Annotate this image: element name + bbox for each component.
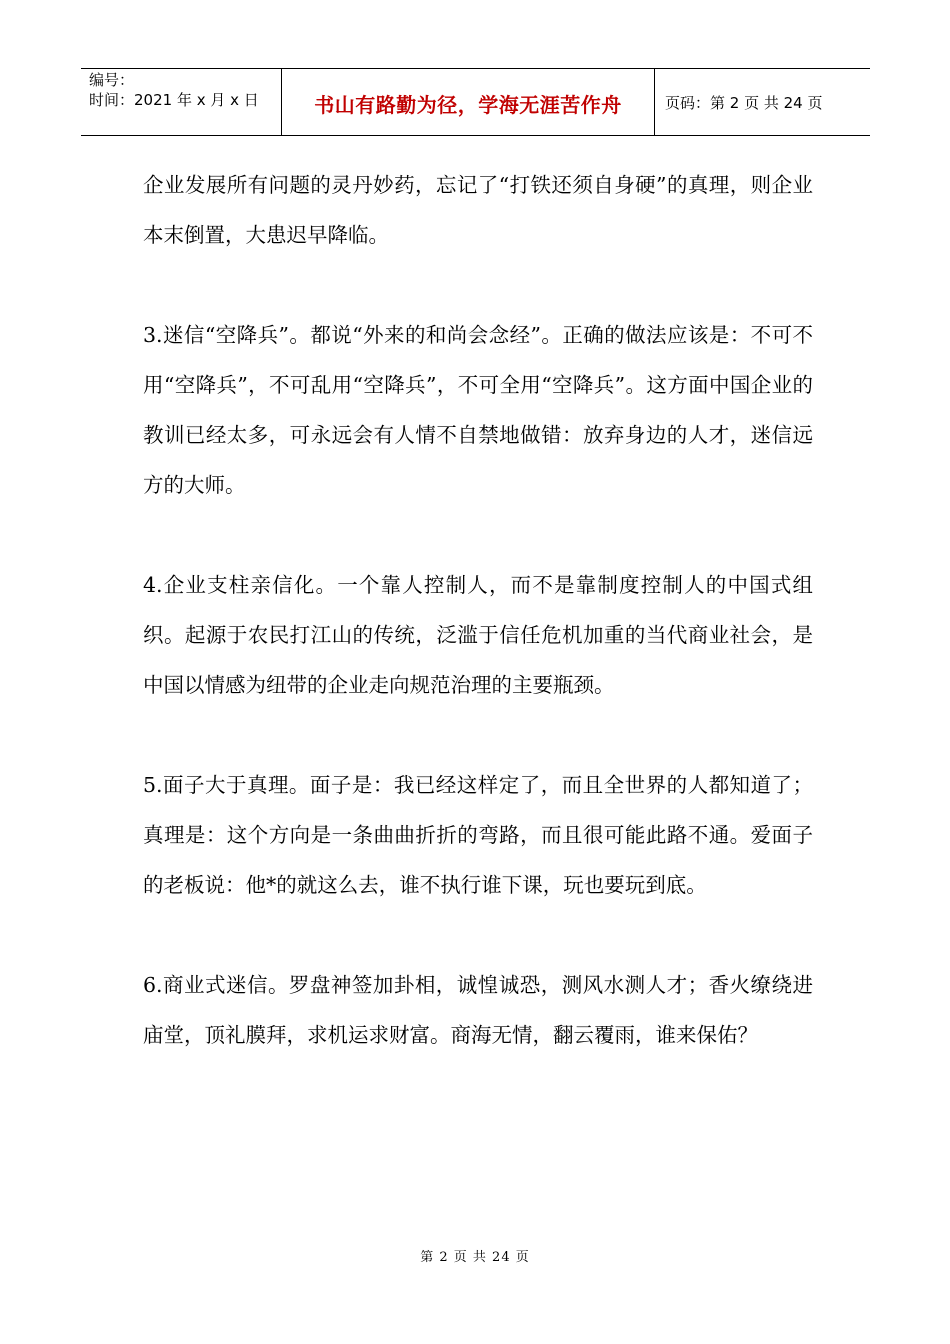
- paragraph: 4.企业支柱亲信化。一个靠人控制人，而不是靠制度控制人的中国式组织。起源于农民打江山的传统，泛滥于信任危机加重的当代商业社会，是中国以情感为纽带的企业走向规范治理的主要瓶颈。: [143, 573, 813, 697]
- header-motto: 书山有路勤为径，学海无涯苦作舟: [314, 92, 622, 117]
- document-header: [81, 68, 870, 136]
- document-body: [143, 160, 813, 1110]
- doc-number-label: 编号：: [89, 71, 135, 89]
- date-label: 时间：2021 年 x 月 x 日: [89, 91, 259, 109]
- header-motto-cell: [282, 69, 655, 135]
- header-page-cell: [655, 69, 870, 135]
- paragraph: 6.商业式迷信。罗盘神签加卦相，诚惶诚恐，测风水测人才；香火缭绕进庙堂，顶礼膜拜，求机运求财富。商海无情，翻云覆雨，谁来保佑？: [143, 973, 813, 1047]
- header-meta-cell: [81, 69, 282, 135]
- header-page-code: 页码：第 2 页 共 24 页: [665, 93, 823, 112]
- paragraph: 企业发展所有问题的灵丹妙药，忘记了“打铁还须自身硬”的真理，则企业本末倒置，大患迟早降临。: [143, 173, 813, 247]
- paragraph: 5.面子大于真理。面子是：我已经这样定了，而且全世界的人都知道了；真理是：这个方向是一条曲曲折折的弯路，而且很可能此路不通。爱面子的老板说：他*的就这么去，谁不执行谁下课，玩也要玩到底。: [143, 773, 813, 897]
- page-footer: 第 2 页 共 24 页: [420, 1250, 530, 1265]
- paragraph: 3.迷信“空降兵”。都说“外来的和尚会念经”。正确的做法应该是：不可不用“空降兵”，不可乱用“空降兵”，不可全用“空降兵”。这方面中国企业的教训已经太多，可永远会有人情不自禁地做错：放弃身边的人才，迷信远方的大师。: [143, 323, 813, 497]
